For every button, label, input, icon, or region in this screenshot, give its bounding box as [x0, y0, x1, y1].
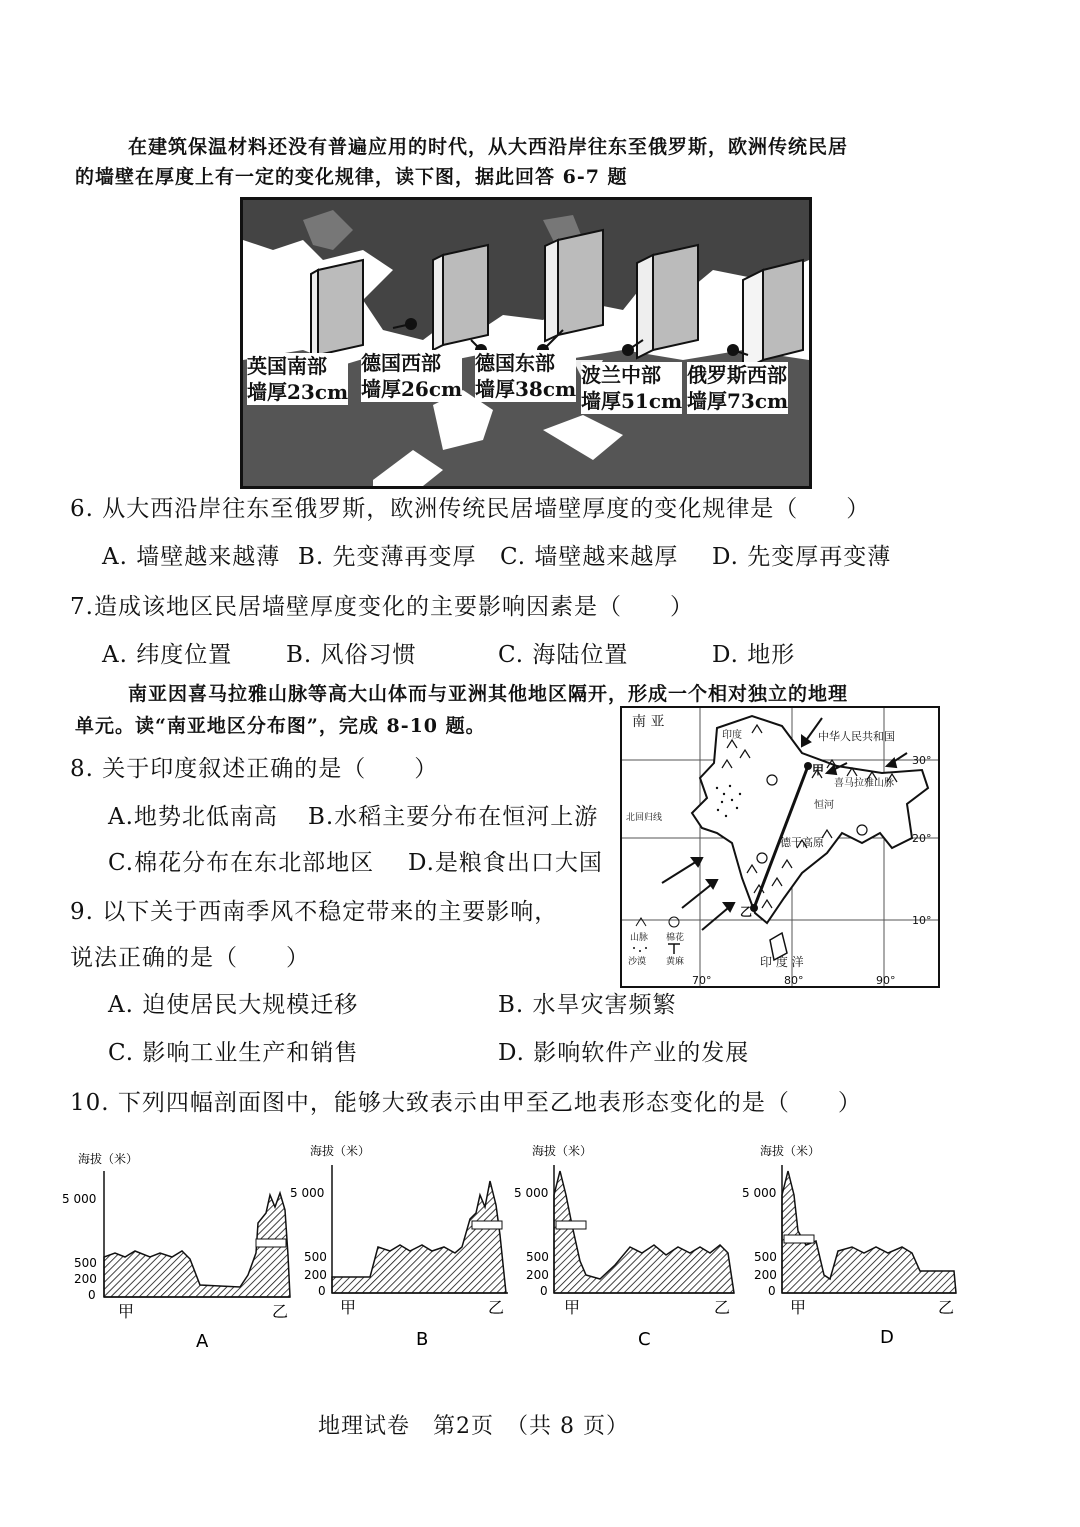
- q9-option-a[interactable]: A. 迫使居民大规模迁移: [108, 992, 359, 1018]
- intro2-line-2: 单元。读“南亚地区分布图”，完成 8-10 题。: [75, 715, 486, 737]
- wall-poland: [637, 245, 698, 358]
- profile-b-start: 甲: [340, 1298, 357, 1317]
- label-uk: 英国南部 墙厚23cm: [247, 354, 349, 404]
- profile-a-label: A: [196, 1331, 209, 1352]
- q6-option-a[interactable]: A. 墙壁越来越薄: [102, 544, 281, 570]
- europe-wall-map: [240, 197, 812, 489]
- map-title: 南 亚: [632, 714, 665, 730]
- legend-cotton: 棉花: [666, 933, 685, 943]
- profile-a[interactable]: [62, 1151, 290, 1352]
- q9-option-c[interactable]: C. 影响工业生产和销售: [108, 1040, 359, 1066]
- profile-b-tick-200: 200: [304, 1268, 327, 1282]
- label-lon80: 80°: [784, 974, 804, 986]
- profile-a-tick-200: 200: [74, 1272, 97, 1286]
- label-lon70: 70°: [692, 974, 712, 986]
- label-india: 印度: [722, 730, 742, 741]
- profile-charts: [60, 1135, 980, 1365]
- profile-d-start: 甲: [790, 1298, 807, 1317]
- q8-option-a[interactable]: A.地势北低南高: [108, 804, 278, 830]
- profile-b[interactable]: [290, 1143, 508, 1350]
- profile-c-end: 乙: [714, 1298, 731, 1317]
- legend-desert: 沙漠: [628, 957, 647, 967]
- page-footer: 地理试卷 第2页 （共 8 页）: [318, 1414, 629, 1439]
- q9-stem-2: 说法正确的是（ ）: [70, 945, 310, 971]
- label-ocean: 印 度 洋: [760, 955, 804, 969]
- profile-b-ylabel: 海拔（米）: [310, 1144, 371, 1158]
- profile-d[interactable]: [742, 1143, 956, 1348]
- legend-mountain: 山脉: [630, 933, 649, 943]
- profile-b-tick-500: 500: [304, 1250, 327, 1264]
- q6-option-d[interactable]: D. 先变厚再变薄: [712, 544, 892, 570]
- profile-c[interactable]: [514, 1143, 734, 1350]
- intro2-line-1: 南亚因喜马拉雅山脉等高大山体而与亚洲其他地区隔开，形成一个相对独立的地理: [128, 683, 849, 705]
- europe-map-graphic: [243, 200, 809, 486]
- profile-d-ylabel: 海拔（米）: [760, 1144, 821, 1158]
- label-jia: 甲: [812, 763, 825, 777]
- intro-line-1: 在建筑保温材料还没有普遍应用的时代，从大西沿岸往东至俄罗斯，欧洲传统民居: [128, 136, 849, 158]
- profile-a-tick-500: 500: [74, 1256, 97, 1270]
- profile-d-tick-0: 0: [768, 1284, 776, 1298]
- label-ganges: 恒河: [814, 800, 834, 811]
- profile-b-end: 乙: [488, 1298, 505, 1317]
- south-asia-map: [620, 706, 940, 988]
- legend-jute: 黄麻: [666, 957, 685, 967]
- q9-option-d[interactable]: D. 影响软件产业的发展: [498, 1040, 750, 1066]
- label-poland: 波兰中部 墙厚51cm: [581, 363, 683, 413]
- q7-option-b[interactable]: B. 风俗习惯: [286, 642, 417, 668]
- label-lon90: 90°: [876, 974, 896, 986]
- profile-a-tick-0: 0: [88, 1288, 96, 1302]
- wall-west-germany: [433, 245, 488, 350]
- q6-option-c[interactable]: C. 墙壁越来越厚: [500, 544, 679, 570]
- label-east-germany: 德国东部 墙厚38cm: [475, 351, 577, 401]
- q9-stem-1: 9. 以下关于西南季风不稳定带来的主要影响，: [70, 899, 559, 925]
- q7-option-a[interactable]: A. 纬度位置: [102, 642, 233, 668]
- profile-a-start: 甲: [118, 1302, 135, 1321]
- label-west-germany: 德国西部 墙厚26cm: [361, 351, 463, 401]
- profile-d-tick-500: 500: [754, 1250, 777, 1264]
- q10-stem: 10. 下列四幅剖面图中，能够大致表示由甲至乙地表形态变化的是（ ）: [70, 1090, 862, 1116]
- profile-c-tick-5000: 5 000: [514, 1186, 549, 1200]
- profile-b-tick-5000: 5 000: [290, 1186, 325, 1200]
- q8-stem: 8. 关于印度叙述正确的是（ ）: [70, 756, 439, 782]
- q7-stem: 7.造成该地区民居墙壁厚度变化的主要影响因素是（ ）: [70, 594, 694, 620]
- intro-line-2: 的墙壁在厚度上有一定的变化规律，读下图，据此回答 6-7 题: [75, 166, 628, 188]
- profile-a-tick-5000: 5 000: [62, 1192, 97, 1206]
- profile-b-label: B: [416, 1329, 429, 1350]
- profile-c-ylabel: 海拔（米）: [532, 1144, 593, 1158]
- q6-option-b[interactable]: B. 先变薄再变厚: [298, 544, 477, 570]
- q8-option-b[interactable]: B.水稻主要分布在恒河上游: [308, 804, 599, 830]
- label-lat30: 30°: [912, 754, 932, 767]
- profile-d-tick-5000: 5 000: [742, 1186, 777, 1200]
- profile-d-tick-200: 200: [754, 1268, 777, 1282]
- label-deccan: 德干高原: [780, 836, 824, 849]
- label-yi: 乙: [740, 905, 753, 919]
- wall-uk: [311, 260, 363, 359]
- label-lat10: 10°: [912, 914, 932, 927]
- wall-east-germany: [545, 230, 603, 341]
- profile-a-end: 乙: [272, 1302, 289, 1321]
- q6-stem: 6. 从大西沿岸往东至俄罗斯，欧洲传统民居墙壁厚度的变化规律是（ ）: [70, 496, 871, 522]
- q9-option-b[interactable]: B. 水旱灾害频繁: [498, 992, 677, 1018]
- profile-c-label: C: [638, 1329, 651, 1350]
- q7-option-d[interactable]: D. 地形: [712, 642, 796, 668]
- profile-d-end: 乙: [938, 1298, 955, 1317]
- south-asia-map-graphic: [622, 708, 938, 986]
- profile-c-tick-0: 0: [540, 1284, 548, 1298]
- label-china: 中华人民共和国: [818, 730, 895, 743]
- q7-option-c[interactable]: C. 海陆位置: [498, 642, 629, 668]
- q8-option-c[interactable]: C.棉花分布在东北部地区: [108, 850, 375, 876]
- profile-d-label: D: [880, 1327, 894, 1348]
- profile-b-tick-0: 0: [318, 1284, 326, 1298]
- label-russia: 俄罗斯西部 墙厚73cm: [687, 363, 789, 413]
- label-tropic: 北回归线: [626, 813, 663, 823]
- label-himalaya: 喜马拉雅山脉: [834, 778, 894, 789]
- profile-c-start: 甲: [564, 1298, 581, 1317]
- profile-a-ylabel: 海拔（米）: [78, 1152, 139, 1166]
- profile-c-tick-200: 200: [526, 1268, 549, 1282]
- label-lat20: 20°: [912, 832, 932, 845]
- profile-c-tick-500: 500: [526, 1250, 549, 1264]
- q8-option-d[interactable]: D.是粮食出口大国: [408, 850, 603, 876]
